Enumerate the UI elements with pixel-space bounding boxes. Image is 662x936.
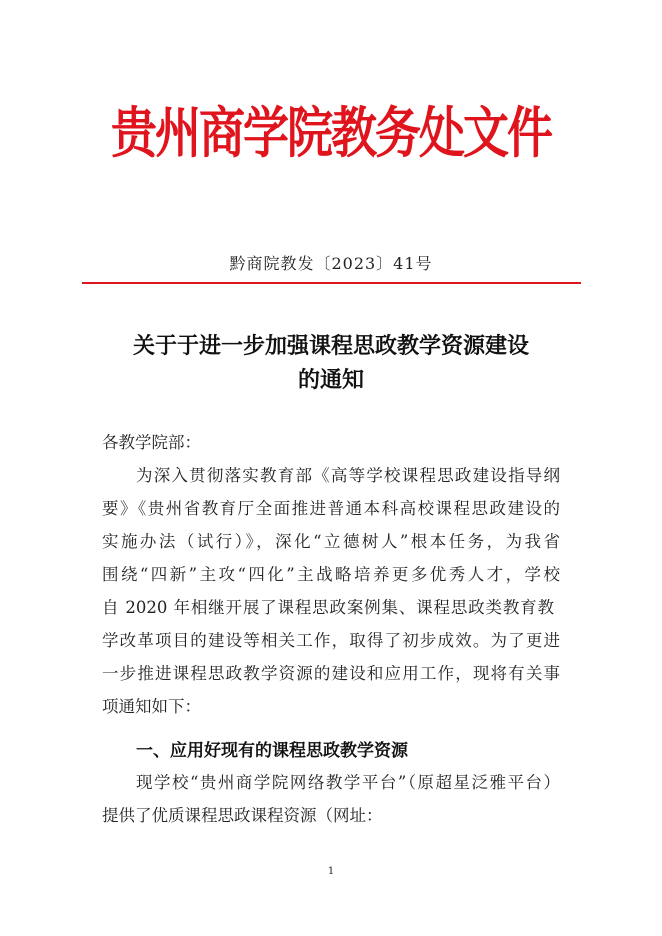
- section-heading: 一、应用好现有的课程思政教学资源: [136, 741, 408, 761]
- salutation: 各教学院部：: [102, 433, 201, 452]
- paragraph-line: 实施办法（试行）》，深化“立德树人”根本任务，为我省: [102, 532, 560, 551]
- paragraph-line: 为深入贯彻落实教育部《高等学校课程思政建设指导纲: [136, 466, 560, 485]
- paragraph-line: 提供了优质课程思政课程资源（网址：: [102, 806, 383, 825]
- paragraph-line: 一步推进课程思政教学资源的建设和应用工作，现将有关事: [102, 664, 560, 683]
- paragraph-line: 现学校“贵州商学院网络教学平台”（原超星泛雅平台）: [136, 773, 560, 792]
- notice-title-line-2: 的通知: [297, 367, 364, 393]
- notice-title-line-1: 关于于进一步加强课程思政教学资源建设: [132, 333, 529, 359]
- paragraph-line: 学改革项目的建设等相关工作，取得了初步成效。为了更进: [102, 631, 560, 650]
- paragraph-line: 围绕“四新”主攻“四化”主战略培养更多优秀人才，学校: [102, 565, 560, 584]
- paragraph-line: 项通知如下：: [102, 697, 201, 716]
- red-divider: [82, 282, 581, 284]
- document-number: 黔商院教发〔2023〕41号: [229, 254, 433, 273]
- paragraph-line: 要》《贵州省教育厅全面推进普通本科高校课程思政建设的: [102, 499, 560, 518]
- paragraph-line: 自 2020 年相继开展了课程思政案例集、课程思政类教育教: [102, 598, 554, 617]
- page-number: 1: [327, 866, 335, 877]
- document-header-title: 贵州商学院教务处文件: [111, 102, 551, 164]
